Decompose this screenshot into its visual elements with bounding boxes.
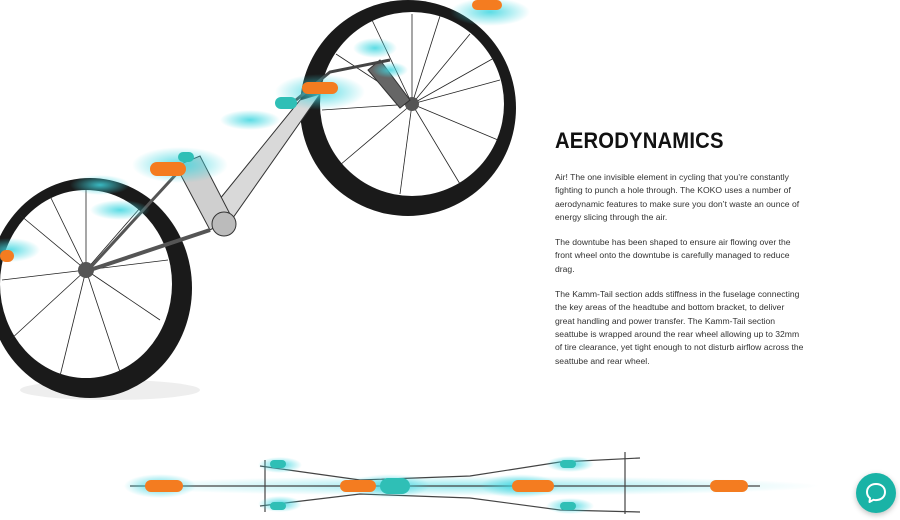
chat-button[interactable] — [856, 473, 896, 513]
chat-bubble-icon — [865, 482, 887, 504]
paragraph-kamm-tail: The Kamm-Tail section adds stiffness in the fuselage connecting the key areas of the headtube and bottom bracket, to deliver great handling and power transfer. The Kamm-Tail section seattube is wrapped around the rear wheel allowing up to 32mm of tire clearance, yet tight enough to not disturb airflow across the seattube and rear wheel. — [555, 289, 804, 366]
bike-side-illustration — [0, 0, 530, 410]
bike-top-illustration — [120, 440, 820, 515]
paragraph-intro: Air! The one invisible element in cycling that you’re constantly fighting to punch a hole through. The KOKO uses a number of aerodynamic features to make sure you don’t waste an ounce of energy slicing through the air. — [555, 172, 800, 222]
paragraph-downtube: The downtube has been shaped to ensure air flowing over the front wheel onto the downtube is carefully managed to reduce drag. — [555, 237, 791, 274]
aerodynamics-section — [555, 128, 805, 380]
section-title: AERODYNAMICS — [555, 128, 724, 153]
